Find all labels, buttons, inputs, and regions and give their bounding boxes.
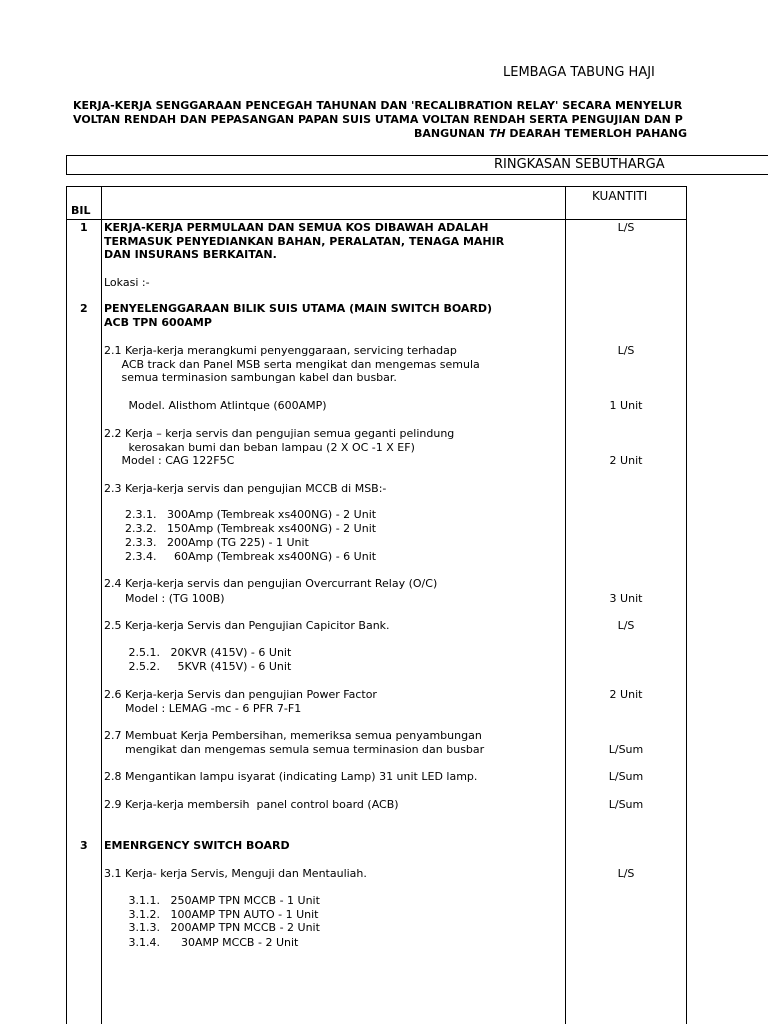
row-description: 2.3 Kerja-kerja servis dan pengujian MCCB di MSB:- (104, 482, 387, 495)
row-description: Model : CAG 122F5C (104, 454, 235, 467)
title-line-3-part-c: DEARAH TEMERLOH PAHANG (505, 127, 688, 140)
row-quantity: L/Sum (608, 770, 644, 783)
row-description: 2.5.1. 20KVR (415V) - 6 Unit (104, 646, 292, 659)
row-description: 3.1 Kerja- kerja Servis, Menguji dan Mentauliah. (104, 867, 367, 880)
row-description: 2.5.2. 5KVR (415V) - 6 Unit (104, 660, 292, 673)
document-title-line-1: KERJA-KERJA SENGGARAAN PENCEGAH TAHUNAN DAN 'RECALIBRATION RELAY' SECARA MENYELUR (73, 99, 683, 112)
row-description: 2.2 Kerja – kerja servis dan pengujian semua geganti pelindung (104, 427, 455, 440)
row-quantity: L/S (617, 619, 635, 632)
row-description: DAN INSURANS BERKAITAN. (104, 248, 277, 261)
table-qty-divider (565, 186, 566, 1024)
row-description: 2.4 Kerja-kerja servis dan pengujian Overcurrant Relay (O/C) (104, 577, 438, 590)
row-description: 2.7 Membuat Kerja Pembersihan, memeriksa semua penyambungan (104, 729, 482, 742)
organization-name: LEMBAGA TABUNG HAJI (503, 65, 655, 80)
column-header-bil: BIL (71, 204, 91, 217)
row-description: Model : LEMAG -mc - 6 PFR 7-F1 (104, 702, 302, 715)
title-line-3-part-a: BANGUNAN (414, 127, 489, 140)
title-line-3-part-b: TH (488, 127, 506, 140)
row-bil-number: 3 (80, 839, 88, 852)
summary-box-bottom-border (66, 174, 768, 175)
row-quantity: 3 Unit (609, 592, 643, 605)
row-bil-number: 2 (80, 302, 88, 315)
document-title-line-2: VOLTAN RENDAH DAN PEPASANGAN PAPAN SUIS UTAMA VOLTAN RENDAH SERTA PENGUJIAN DAN P (73, 113, 683, 126)
row-description: KERJA-KERJA PERMULAAN DAN SEMUA KOS DIBAWAH ADALAH (104, 221, 489, 234)
row-description: 2.3.2. 150Amp (Tembreak xs400NG) - 2 Unit (104, 522, 377, 535)
row-description: 2.8 Mengantikan lampu isyarat (indicating Lamp) 31 unit LED lamp. (104, 770, 478, 783)
row-description: kerosakan bumi dan beban lampau (2 X OC -1 X EF) (104, 441, 415, 454)
row-description: 2.1 Kerja-kerja merangkumi penyenggaraan, servicing terhadap (104, 344, 457, 357)
table-header-bottom-border (66, 219, 687, 220)
row-quantity: 2 Unit (609, 454, 643, 467)
row-quantity: L/S (617, 221, 635, 234)
row-quantity: 1 Unit (609, 399, 643, 412)
row-description: 2.3.4. 60Amp (Tembreak xs400NG) - 6 Unit (104, 550, 377, 563)
row-quantity: L/S (617, 344, 635, 357)
row-quantity: 2 Unit (609, 688, 643, 701)
summary-box-top-border (66, 155, 768, 156)
row-description: TERMASUK PENYEDIANKAN BAHAN, PERALATAN, TENAGA MAHIR (104, 235, 505, 248)
row-description: ACB TPN 600AMP (104, 316, 212, 329)
row-description: Model. Alisthom Atlintque (600AMP) (104, 399, 327, 412)
row-description: ACB track dan Panel MSB serta mengikat dan mengemas semula (104, 358, 480, 371)
row-description: 2.3.3. 200Amp (TG 225) - 1 Unit (104, 536, 309, 549)
row-description: 3.1.2. 100AMP TPN AUTO - 1 Unit (104, 908, 319, 921)
table-bil-divider (101, 186, 102, 1024)
table-top-border (66, 186, 687, 187)
row-description: 2.9 Kerja-kerja membersih panel control board (ACB) (104, 798, 399, 811)
row-description: EMENRGENCY SWITCH BOARD (104, 839, 290, 852)
row-description: 2.3.1. 300Amp (Tembreak xs400NG) - 2 Unit (104, 508, 377, 521)
row-description: PENYELENGGARAAN BILIK SUIS UTAMA (MAIN SWITCH BOARD) (104, 302, 493, 315)
row-description: 3.1.1. 250AMP TPN MCCB - 1 Unit (104, 894, 320, 907)
row-description: Model : (TG 100B) (104, 592, 225, 605)
row-description: Lokasi :- (104, 276, 150, 289)
row-quantity: L/S (617, 867, 635, 880)
summary-heading: RINGKASAN SEBUTHARGA (494, 157, 665, 172)
summary-box-left-border (66, 155, 67, 175)
column-header-kuantiti: KUANTITI (592, 189, 648, 203)
row-quantity: L/Sum (608, 743, 644, 756)
document-title-line-3 (414, 127, 687, 140)
row-bil-number: 1 (80, 221, 88, 234)
table-left-border (66, 186, 67, 1024)
row-description: 3.1.3. 200AMP TPN MCCB - 2 Unit (104, 921, 320, 934)
row-description: 2.5 Kerja-kerja Servis dan Pengujian Capicitor Bank. (104, 619, 390, 632)
row-quantity: L/Sum (608, 798, 644, 811)
row-description: 2.6 Kerja-kerja Servis dan pengujian Power Factor (104, 688, 377, 701)
row-description: 3.1.4. 30AMP MCCB - 2 Unit (104, 936, 299, 949)
table-right-border (686, 186, 687, 1024)
row-description: semua terminasion sambungan kabel dan busbar. (104, 371, 397, 384)
row-description: mengikat dan mengemas semula semua terminasion dan busbar (104, 743, 485, 756)
